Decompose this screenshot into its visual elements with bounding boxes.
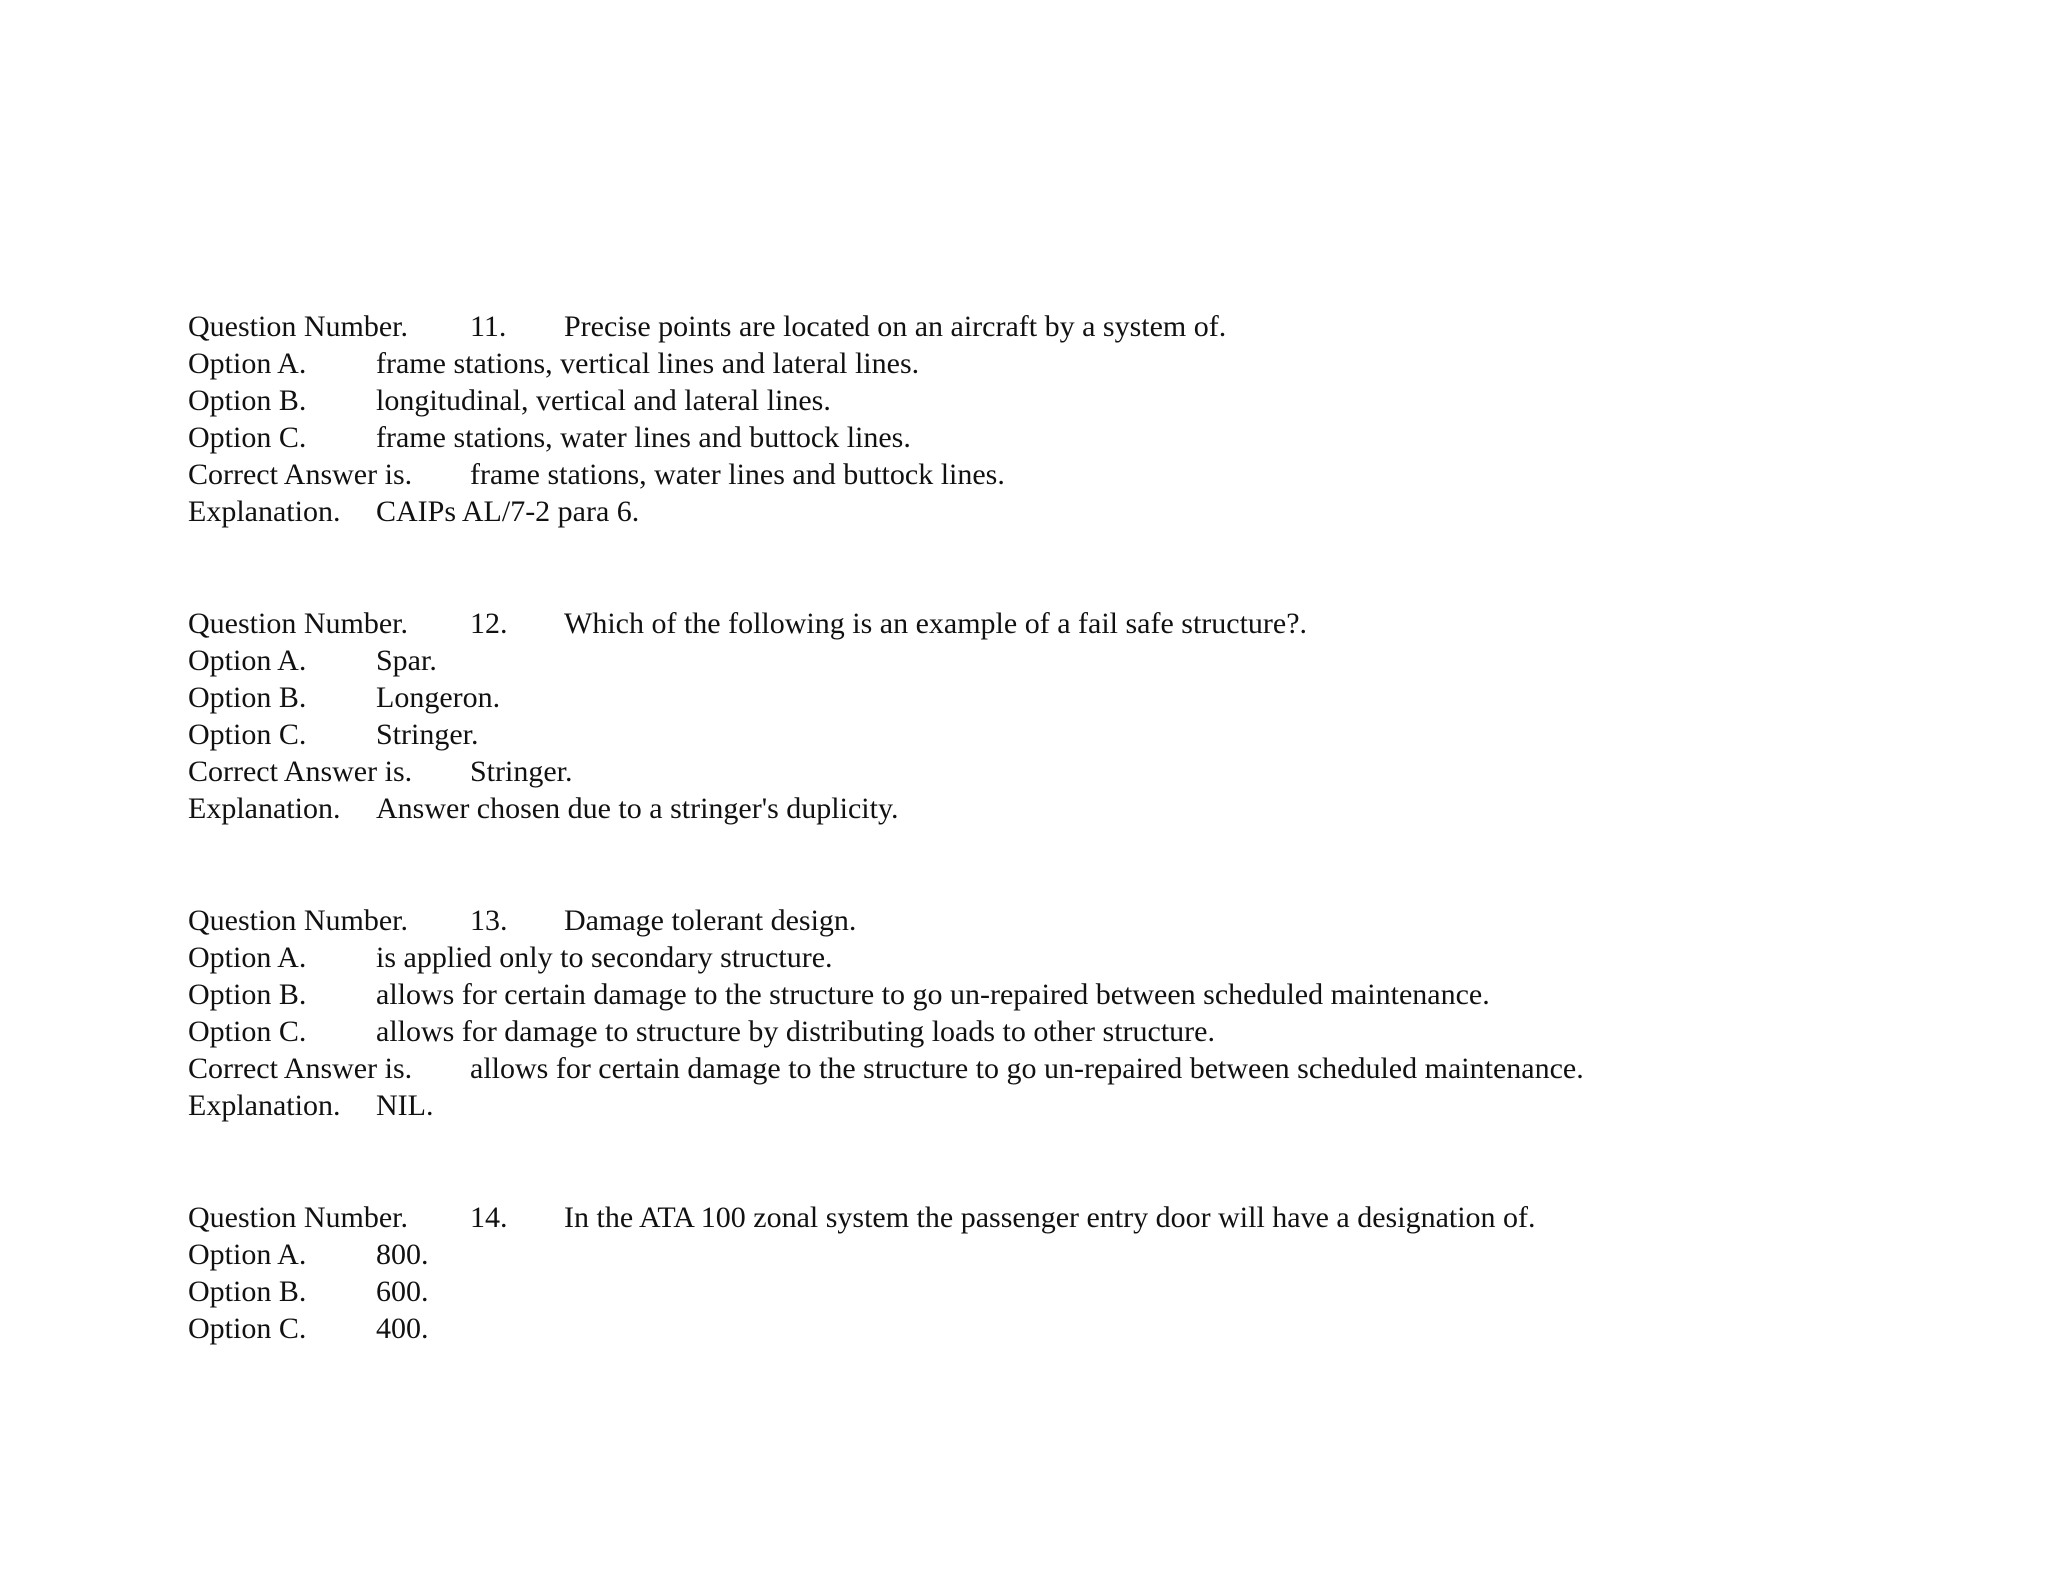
correct-answer-label: Correct Answer is. xyxy=(188,1052,413,1085)
question-line xyxy=(188,1199,1988,1236)
option-c-text: frame stations, water lines and buttock lines. xyxy=(376,421,911,454)
question-number: 14. xyxy=(470,1201,508,1234)
explanation-line xyxy=(188,790,1988,827)
explanation-line xyxy=(188,493,1988,530)
option-b-line xyxy=(188,1273,1988,1310)
explanation-line xyxy=(188,1087,1988,1124)
question-text: In the ATA 100 zonal system the passenger entry door will have a designation of. xyxy=(564,1201,1536,1234)
option-b-label: Option B. xyxy=(188,681,307,714)
question-block-13 xyxy=(188,902,1988,1124)
question-number-label: Question Number. xyxy=(188,607,408,640)
question-block-11 xyxy=(188,308,1988,530)
correct-answer-line xyxy=(188,456,1988,493)
question-line xyxy=(188,308,1988,345)
explanation-text: Answer chosen due to a stringer's duplicity. xyxy=(376,792,899,825)
option-a-text: is applied only to secondary structure. xyxy=(376,941,833,974)
option-a-line xyxy=(188,345,1988,382)
question-number: 11. xyxy=(470,310,507,343)
option-c-text: 400. xyxy=(376,1312,429,1345)
option-b-text: Longeron. xyxy=(376,681,501,714)
explanation-text: NIL. xyxy=(376,1089,434,1122)
question-text: Precise points are located on an aircraft by a system of. xyxy=(564,310,1227,343)
option-a-label: Option A. xyxy=(188,644,307,677)
correct-answer-text: frame stations, water lines and buttock lines. xyxy=(470,458,1005,491)
option-c-line xyxy=(188,1013,1988,1050)
option-b-text: 600. xyxy=(376,1275,429,1308)
question-text: Which of the following is an example of a fail safe structure?. xyxy=(564,607,1308,640)
correct-answer-text: Stringer. xyxy=(470,755,573,788)
explanation-text: CAIPs AL/7-2 para 6. xyxy=(376,495,640,528)
question-number-label: Question Number. xyxy=(188,310,408,343)
question-line xyxy=(188,902,1988,939)
option-c-line xyxy=(188,419,1988,456)
question-number: 13. xyxy=(470,904,508,937)
correct-answer-line xyxy=(188,753,1988,790)
option-b-label: Option B. xyxy=(188,978,307,1011)
question-block-12 xyxy=(188,605,1988,827)
question-block-14 xyxy=(188,1199,1988,1347)
question-number: 12. xyxy=(470,607,508,640)
correct-answer-label: Correct Answer is. xyxy=(188,458,413,491)
option-c-label: Option C. xyxy=(188,421,307,454)
option-a-text: 800. xyxy=(376,1238,429,1271)
option-a-label: Option A. xyxy=(188,347,307,380)
question-text: Damage tolerant design. xyxy=(564,904,857,937)
option-c-label: Option C. xyxy=(188,1312,307,1345)
correct-answer-line xyxy=(188,1050,1988,1087)
option-c-line xyxy=(188,716,1988,753)
option-c-text: allows for damage to structure by distributing loads to other structure. xyxy=(376,1015,1215,1048)
option-b-line xyxy=(188,976,1988,1013)
option-a-label: Option A. xyxy=(188,1238,307,1271)
option-b-label: Option B. xyxy=(188,1275,307,1308)
option-c-line xyxy=(188,1310,1988,1347)
option-b-text: longitudinal, vertical and lateral lines. xyxy=(376,384,831,417)
option-a-label: Option A. xyxy=(188,941,307,974)
option-a-line xyxy=(188,642,1988,679)
option-b-line xyxy=(188,382,1988,419)
question-number-label: Question Number. xyxy=(188,904,408,937)
explanation-label: Explanation. xyxy=(188,1089,341,1122)
option-b-line xyxy=(188,679,1988,716)
option-a-line xyxy=(188,939,1988,976)
option-c-label: Option C. xyxy=(188,718,307,751)
option-a-text: Spar. xyxy=(376,644,437,677)
explanation-label: Explanation. xyxy=(188,495,341,528)
explanation-label: Explanation. xyxy=(188,792,341,825)
correct-answer-label: Correct Answer is. xyxy=(188,755,413,788)
question-line xyxy=(188,605,1988,642)
option-b-text: allows for certain damage to the structure to go un-repaired between scheduled maintenance. xyxy=(376,978,1490,1011)
question-number-label: Question Number. xyxy=(188,1201,408,1234)
correct-answer-text: allows for certain damage to the structure to go un-repaired between scheduled maintenance. xyxy=(470,1052,1584,1085)
option-a-line xyxy=(188,1236,1988,1273)
option-b-label: Option B. xyxy=(188,384,307,417)
option-a-text: frame stations, vertical lines and lateral lines. xyxy=(376,347,920,380)
option-c-label: Option C. xyxy=(188,1015,307,1048)
option-c-text: Stringer. xyxy=(376,718,479,751)
